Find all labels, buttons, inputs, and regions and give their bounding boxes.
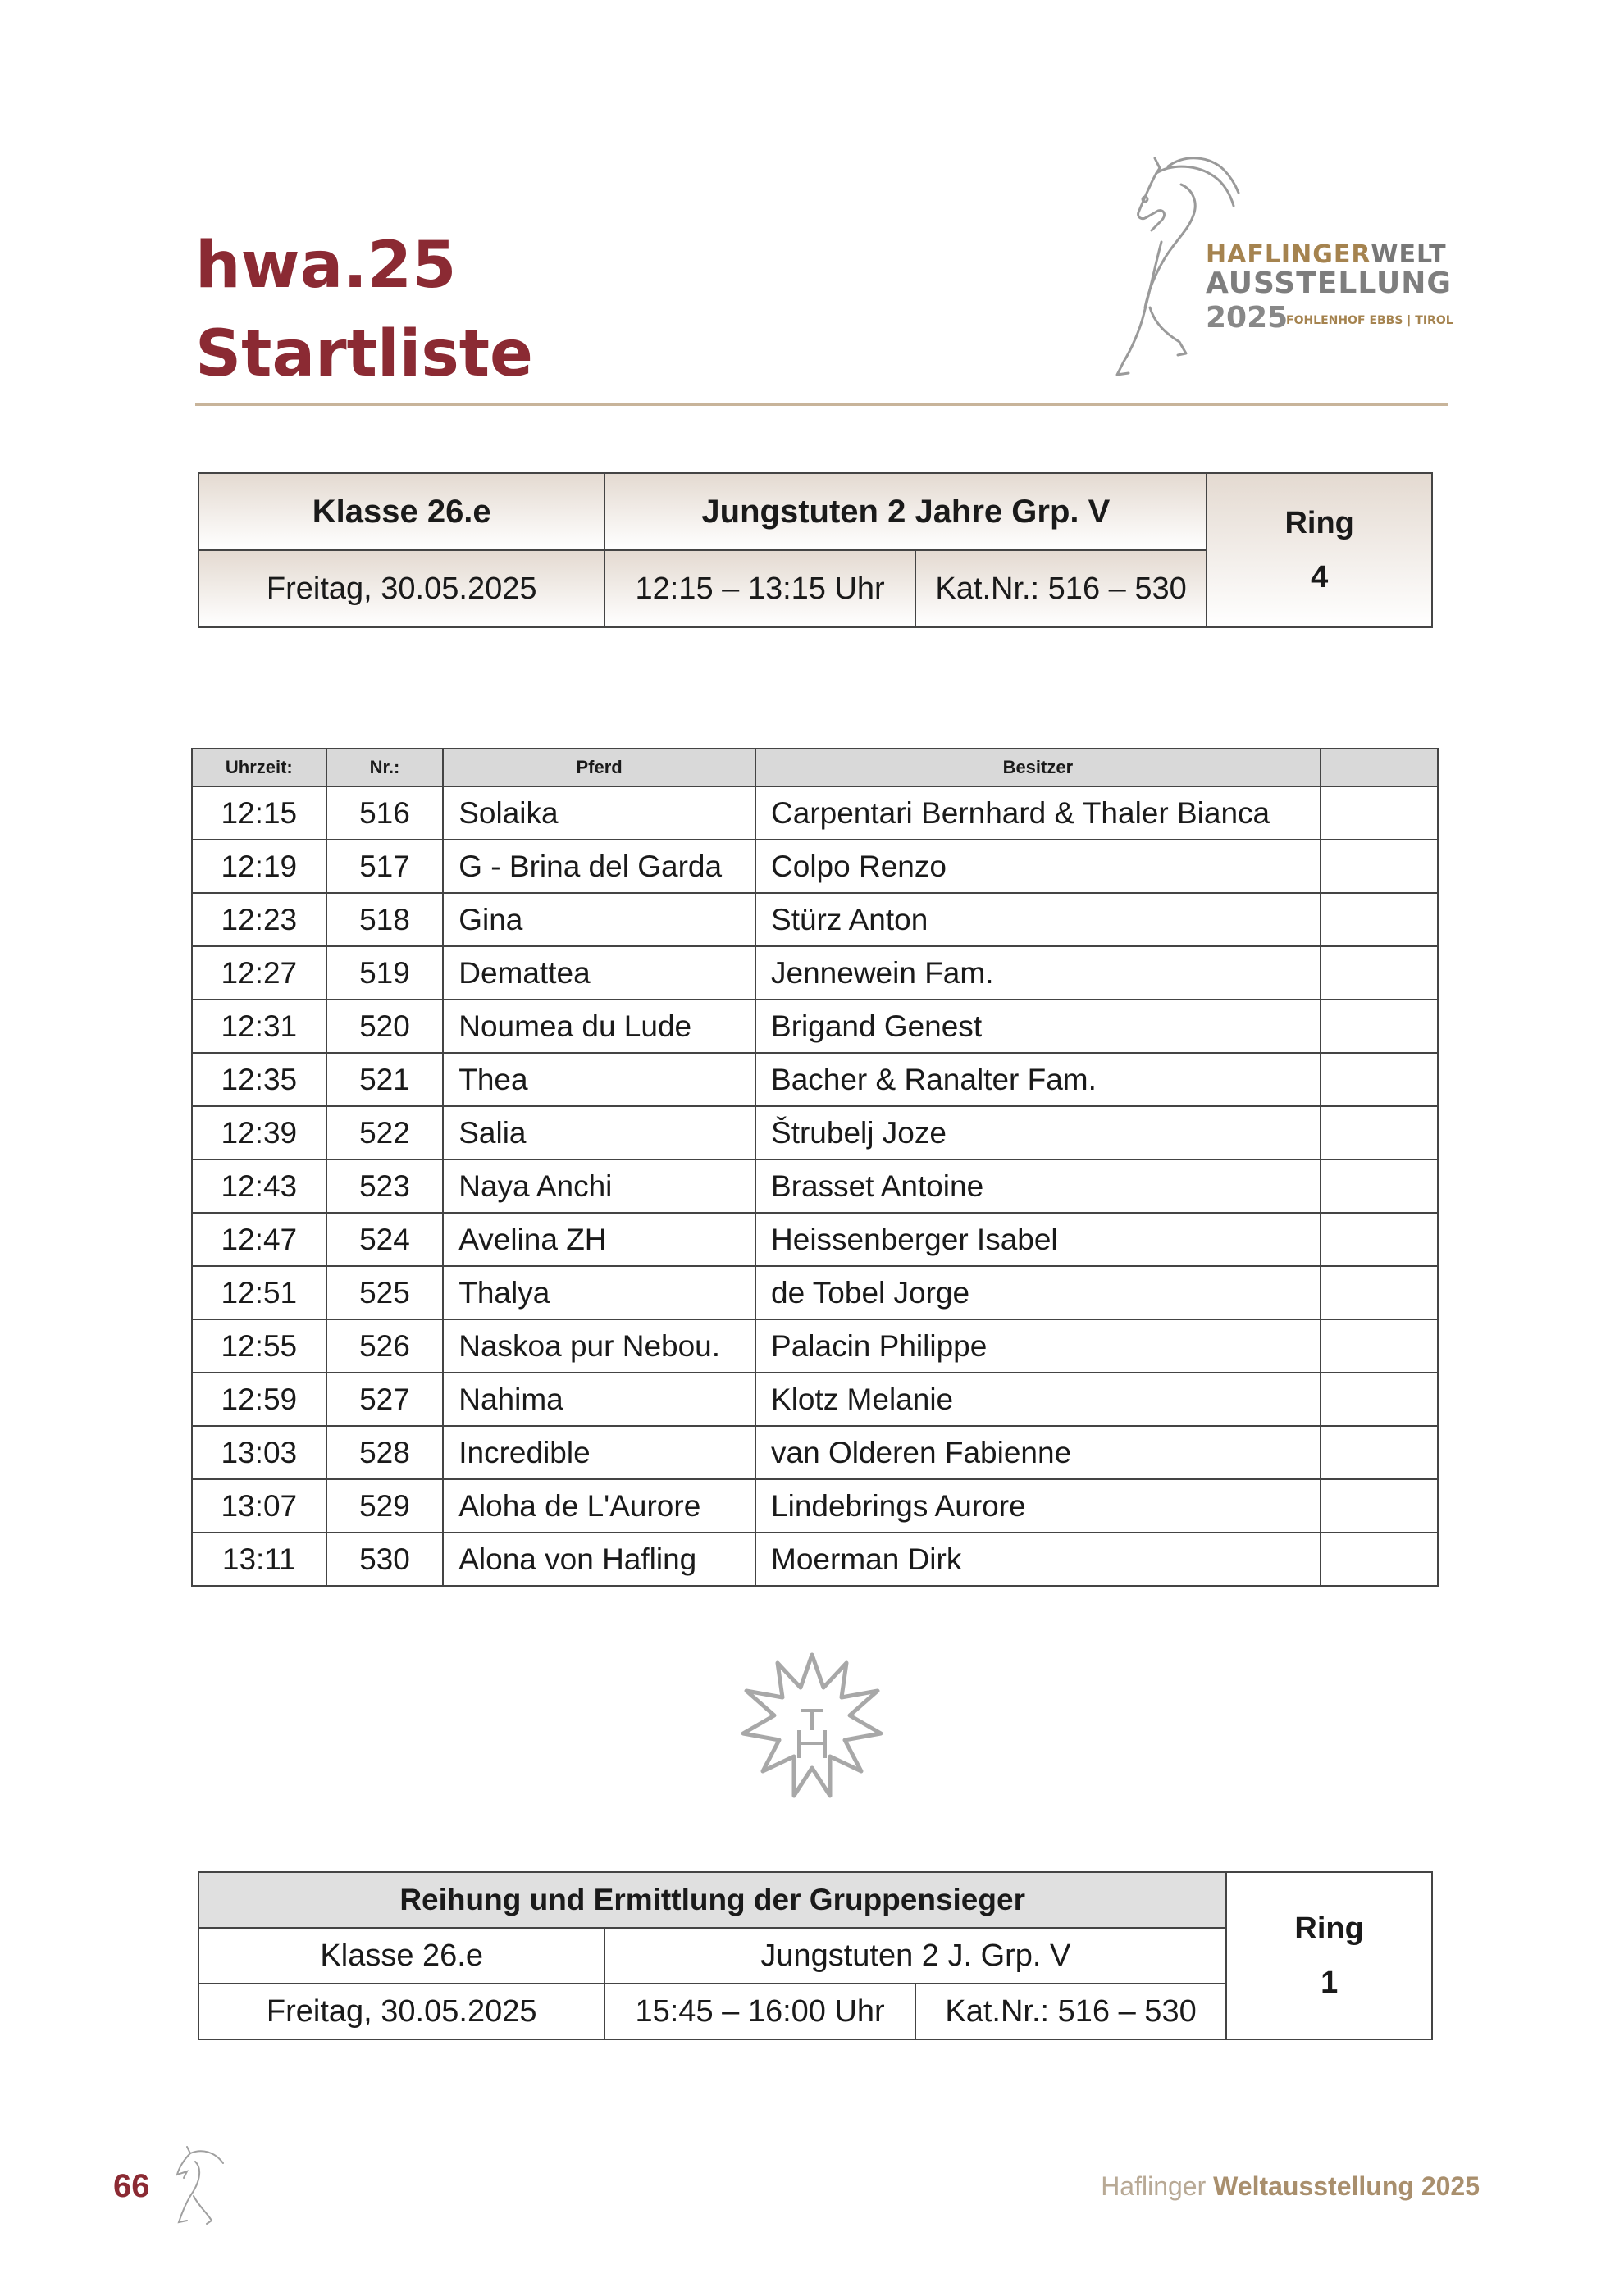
row-owner: Stürz Anton	[755, 893, 1321, 946]
row-nr: 522	[326, 1106, 444, 1159]
row-blank	[1321, 1266, 1438, 1319]
row-owner: Heissenberger Isabel	[755, 1213, 1321, 1266]
row-time: 12:59	[192, 1373, 326, 1426]
row-horse: Alona von Hafling	[443, 1533, 755, 1586]
footer-text: Haflinger Weltausstellung 2025	[1101, 2171, 1480, 2201]
row-owner: Štrubelj Joze	[755, 1106, 1321, 1159]
row-blank	[1321, 1319, 1438, 1373]
row-time: 12:43	[192, 1159, 326, 1213]
row-nr: 526	[326, 1319, 444, 1373]
row-horse: Naskoa pur Nebou.	[443, 1319, 755, 1373]
col-header-nr: Nr.:	[326, 749, 444, 786]
col-header-horse: Pferd	[443, 749, 755, 786]
class-info-table	[198, 472, 1433, 628]
start-list-header	[192, 749, 1438, 786]
row-horse: Incredible	[443, 1426, 755, 1479]
row-owner: Klotz Melanie	[755, 1373, 1321, 1426]
row-time: 12:19	[192, 840, 326, 893]
title-line-2: Startliste	[195, 317, 533, 391]
row-nr: 517	[326, 840, 444, 893]
row-blank	[1321, 946, 1438, 1000]
horse-icon	[162, 2142, 230, 2230]
row-nr: 520	[326, 1000, 444, 1053]
row-nr: 524	[326, 1213, 444, 1266]
row-blank	[1321, 893, 1438, 946]
ring-box	[1226, 1872, 1432, 2039]
title-line-1: hwa.25	[195, 229, 457, 303]
row-time: 13:11	[192, 1533, 326, 1586]
row-nr: 523	[326, 1159, 444, 1213]
row-blank	[1321, 1373, 1438, 1426]
row-horse: Salia	[443, 1106, 755, 1159]
row-time: 12:27	[192, 946, 326, 1000]
logo-location: FOHLENHOF EBBS | TIROL	[1286, 314, 1453, 327]
header-divider	[195, 403, 1448, 406]
page-number: 66	[113, 2168, 150, 2204]
table-row	[192, 1533, 1438, 1586]
class-kat: Kat.Nr.: 516 – 530	[915, 550, 1207, 627]
row-owner: Jennewein Fam.	[755, 946, 1321, 1000]
class-date: Freitag, 30.05.2025	[198, 550, 604, 627]
table-row	[192, 1373, 1438, 1426]
col-header-owner: Besitzer	[755, 749, 1321, 786]
row-time: 12:31	[192, 1000, 326, 1053]
table-row	[192, 1479, 1438, 1533]
row-blank	[1321, 1426, 1438, 1479]
col-header-time: Uhrzeit:	[192, 749, 326, 786]
row-owner: Moerman Dirk	[755, 1533, 1321, 1586]
table-row	[192, 786, 1438, 840]
row-owner: Palacin Philippe	[755, 1319, 1321, 1373]
logo-year: 2025	[1206, 301, 1289, 335]
ring-number: 4	[1311, 560, 1329, 594]
row-time: 13:07	[192, 1479, 326, 1533]
row-blank	[1321, 1533, 1438, 1586]
table-row	[192, 840, 1438, 893]
haflinger-logo	[1107, 152, 1452, 390]
start-list-table	[191, 748, 1439, 1587]
row-blank	[1321, 1213, 1438, 1266]
logo-text-haflinger-welt: HAFLINGERWELT	[1206, 240, 1447, 269]
row-blank	[1321, 1479, 1438, 1533]
group-kat: Kat.Nr.: 516 – 530	[915, 1984, 1226, 2039]
class-number: Klasse 26.e	[198, 473, 604, 550]
row-blank	[1321, 1159, 1438, 1213]
row-time: 12:39	[192, 1106, 326, 1159]
row-owner: van Olderen Fabienne	[755, 1426, 1321, 1479]
row-time: 12:23	[192, 893, 326, 946]
row-time: 12:47	[192, 1213, 326, 1266]
row-nr: 527	[326, 1373, 444, 1426]
row-time: 12:55	[192, 1319, 326, 1373]
table-row	[192, 1053, 1438, 1106]
edelweiss-emblem-icon	[738, 1648, 886, 1812]
row-nr: 525	[326, 1266, 444, 1319]
row-blank	[1321, 1106, 1438, 1159]
row-time: 13:03	[192, 1426, 326, 1479]
ring-number: 1	[1321, 1966, 1339, 2000]
row-nr: 516	[326, 786, 444, 840]
row-nr: 528	[326, 1426, 444, 1479]
row-nr: 518	[326, 893, 444, 946]
row-nr: 521	[326, 1053, 444, 1106]
group-time: 15:45 – 16:00 Uhr	[604, 1984, 915, 2039]
table-row	[192, 1000, 1438, 1053]
group-winner-table	[198, 1871, 1433, 2040]
table-row	[192, 893, 1438, 946]
table-row	[192, 1266, 1438, 1319]
row-blank	[1321, 1053, 1438, 1106]
row-horse: Nahima	[443, 1373, 755, 1426]
row-owner: Brigand Genest	[755, 1000, 1321, 1053]
row-owner: Bacher & Ranalter Fam.	[755, 1053, 1321, 1106]
row-horse: G - Brina del Garda	[443, 840, 755, 893]
row-owner: Lindebrings Aurore	[755, 1479, 1321, 1533]
row-horse: Naya Anchi	[443, 1159, 755, 1213]
page-title	[195, 221, 533, 399]
row-blank	[1321, 786, 1438, 840]
row-blank	[1321, 840, 1438, 893]
ring-box	[1207, 473, 1432, 627]
class-time: 12:15 – 13:15 Uhr	[604, 550, 915, 627]
table-row	[192, 1319, 1438, 1373]
row-blank	[1321, 1000, 1438, 1053]
group-date: Freitag, 30.05.2025	[198, 1984, 604, 2039]
row-time: 12:51	[192, 1266, 326, 1319]
row-horse: Avelina ZH	[443, 1213, 755, 1266]
row-horse: Solaika	[443, 786, 755, 840]
row-owner: de Tobel Jorge	[755, 1266, 1321, 1319]
row-horse: Demattea	[443, 946, 755, 1000]
row-horse: Noumea du Lude	[443, 1000, 755, 1053]
row-owner: Carpentari Bernhard & Thaler Bianca	[755, 786, 1321, 840]
col-header-blank	[1321, 749, 1438, 786]
table-row	[192, 1159, 1438, 1213]
row-horse: Thea	[443, 1053, 755, 1106]
group-class-name: Jungstuten 2 J. Grp. V	[604, 1928, 1226, 1984]
table-row	[192, 946, 1438, 1000]
row-time: 12:35	[192, 1053, 326, 1106]
row-owner: Brasset Antoine	[755, 1159, 1321, 1213]
row-owner: Colpo Renzo	[755, 840, 1321, 893]
row-time: 12:15	[192, 786, 326, 840]
group-winner-heading: Reihung und Ermittlung der Gruppensieger	[198, 1872, 1226, 1928]
group-class-number: Klasse 26.e	[198, 1928, 604, 1984]
row-horse: Thalya	[443, 1266, 755, 1319]
row-horse: Gina	[443, 893, 755, 946]
row-horse: Aloha de L'Aurore	[443, 1479, 755, 1533]
table-row	[192, 1106, 1438, 1159]
class-group-name: Jungstuten 2 Jahre Grp. V	[604, 473, 1207, 550]
ring-label: Ring	[1284, 506, 1354, 540]
ring-label: Ring	[1294, 1911, 1364, 1946]
row-nr: 529	[326, 1479, 444, 1533]
table-row	[192, 1426, 1438, 1479]
logo-text-ausstellung: AUSSTELLUNG	[1206, 266, 1452, 300]
row-nr: 530	[326, 1533, 444, 1586]
row-nr: 519	[326, 946, 444, 1000]
table-row	[192, 1213, 1438, 1266]
